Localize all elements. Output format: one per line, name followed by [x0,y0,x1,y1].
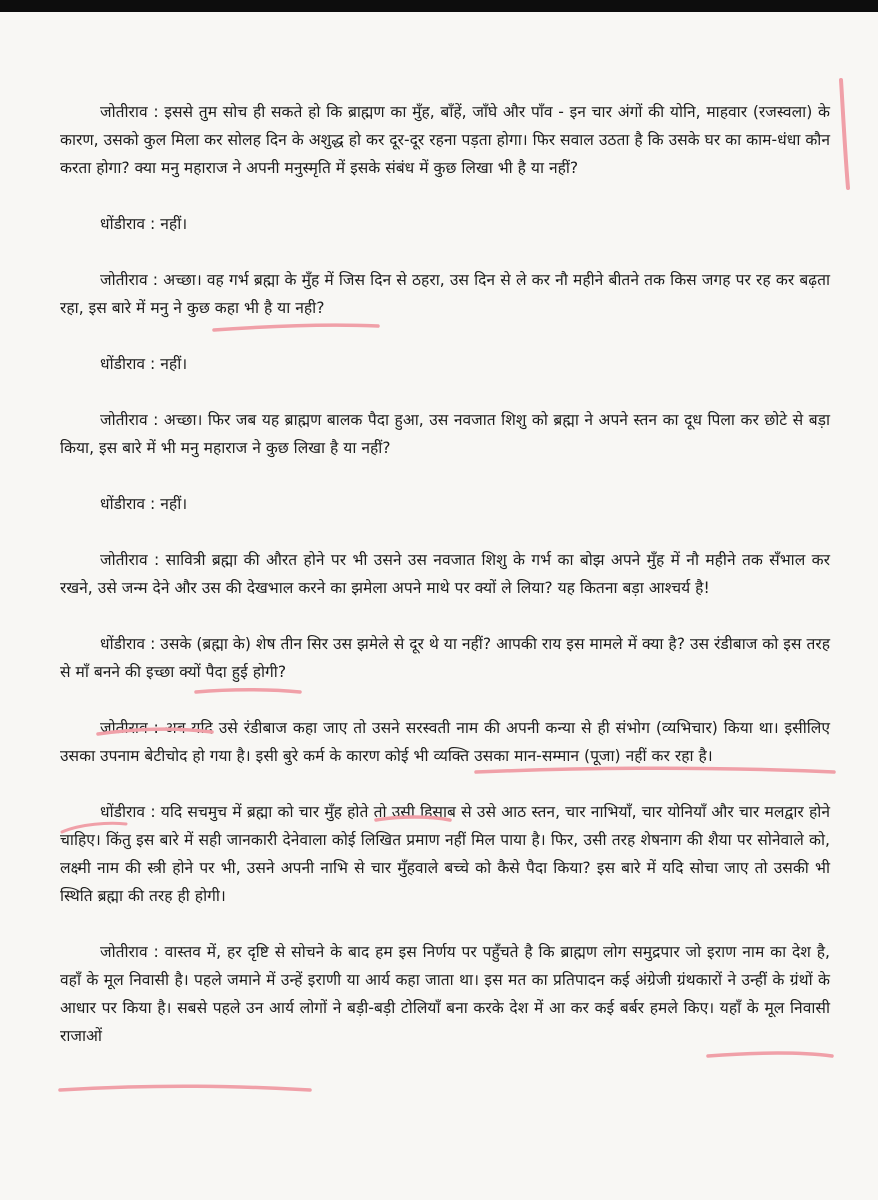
paragraph-10: धोंडीराव : यदि सचमुच में ब्रह्मा को चार मुँह होते तो उसी हिसाब से उसे आठ स्तन, चार नाभियाँ, चार योनियाँ और चार मलद्वार होने चाहिए। किंतु इस बारे में सही जानकारी देनेवाला कोई लिखित प्रमाण नहीं मिल पाया है। फिर, उसी तरह शेषनाग की शैया पर सोनेवाले को, लक्ष्मी नाम की स्त्री होने पर भी, उसने अपनी नाभि से चार मुँहवाले बच्चे को कैसे पैदा किया? इस बारे में यदि सोचा जाए तो उसकी भी स्थिति ब्रह्मा की तरह ही होगी। [60,803,830,905]
paragraph-5: जोतीराव : अच्छा। फिर जब यह ब्राह्मण बालक पैदा हुआ, उस नवजात शिशु को ब्रह्मा ने अपने स्तन का दूध पिला कर छोटे से बड़ा किया, इस बारे में भी मनु महाराज ने कुछ लिखा है या नहीं? [60,411,830,457]
paragraph-6: धोंडीराव : नहीं। [100,495,188,513]
underline-iraan [60,1086,310,1090]
paragraph-11: जोतीराव : वास्तव में, हर दृष्टि से सोचने के बाद हम इस निर्णय पर पहुँचते है कि ब्राह्मण लोग समुद्रपार जो इराण नाम का देश है, वहाँ के मूल निवासी है। पहले जमाने में उन्हें इराणी या आर्य कहा जाता था। इस मत का प्रतिपादन कई अंग्रेजी ग्रंथकारों ने उन्हीं के ग्रंथों के आधार पर किया है। सबसे पहले उन आर्य लोगों ने बड़ी-बड़ी टोलियाँ बना करके देश में आ कर कई बर्बर हमले किए। यहाँ के मूल निवासी राजाओं [60,943,830,1045]
paragraph-9: जोतीराव : अब यदि उसे रंडीबाज कहा जाए तो उसने सरस्वती नाम की अपनी कन्या से ही संभोग (व्यभिचार) किया था। इसीलिए उसका उपनाम बेटीचोद हो गया है। इसी बुरे कर्म के कारण कोई भी व्यक्ति उसका मान-सम्मान (पूजा) नहीं कर रहा है। [60,719,830,765]
paragraph-1: जोतीराव : इससे तुम सोच ही सकते हो कि ब्राह्मण का मुँह, बाँहें, जाँघे और पाँव - इन चार अंगों की योनि, माहवार (रजस्वला) के कारण, उसको कुल मिला कर सोलह दिन के अशुद्ध हो कर दूर-दूर रहना पड़ता होगा। फिर सवाल उठता है कि उसके घर का काम-धंधा कौन करता होगा? क्या मनु महाराज ने अपनी मनुस्मृति में इसके संबंध में कुछ लिखा भी है या नहीं? [60,103,830,177]
margin-highlight-line [841,80,848,188]
paragraph-3: जोतीराव : अच्छा। वह गर्भ ब्रह्मा के मुँह में जिस दिन से ठहरा, उस दिन से ले कर नौ महीने बीतने तक किस जगह पर रह कर बढ़ता रहा, इस बारे में मनु ने कुछ कहा भी है या नही? [60,271,830,317]
paragraph-8: धोंडीराव : उसके (ब्रह्मा के) शेष तीन सिर उस झमेले से दूर थे या नहीं? आपकी राय इस मामले में क्या है? उस रंडीबाज को इस तरह से माँ बनने की इच्छा क्यों पैदा हुई होगी? [60,635,830,681]
top-bar [0,0,878,12]
document-text [60,98,830,1078]
paragraph-4: धोंडीराव : नहीं। [100,355,188,373]
paragraph-2: धोंडीराव : नहीं। [100,215,188,233]
document-page [0,12,878,1200]
paragraph-7: जोतीराव : सावित्री ब्रह्मा की औरत होने पर भी उसने उस नवजात शिशु के गर्भ का बोझ अपने मुँह में नौ महीने तक सँभाल कर रखने, उसे जन्म देने और उस की देखभाल करने का झमेला अपने माथे पर क्यों ले लिया? यह कितना बड़ा आश्चर्य है! [60,551,830,597]
